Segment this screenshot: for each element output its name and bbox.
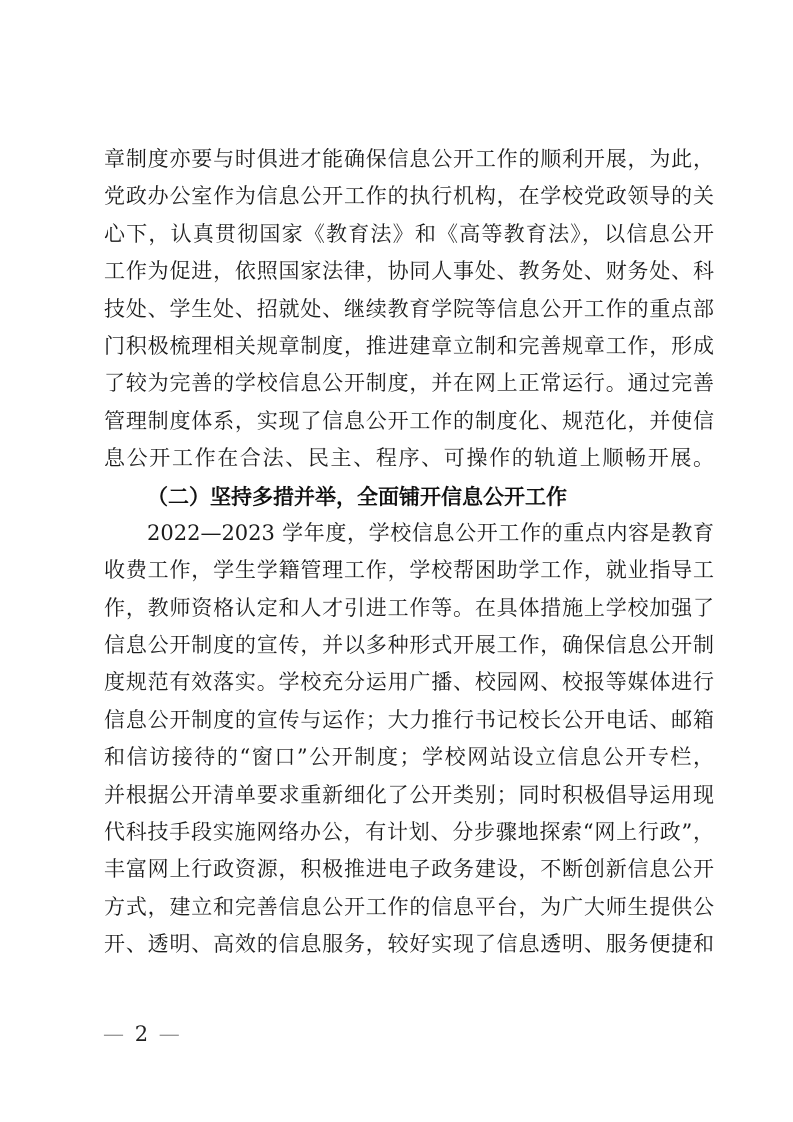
paragraph2-line-11: 方式，建立和完善信息公开工作的信息平台，为广大师生提供公 bbox=[104, 894, 714, 919]
footer-dash-left: — bbox=[103, 1022, 124, 1046]
paragraph1-line-9: 息公开工作在合法、民主、程序、可操作的轨道上顺畅开展。 bbox=[104, 446, 714, 471]
paragraph2-line-1: 2022—2023 学年度，学校信息公开工作的重点内容是教育 bbox=[147, 520, 714, 545]
paragraph1-line-7: 了较为完善的学校信息公开制度，并在网上正常运行。通过完善 bbox=[104, 371, 714, 396]
paragraph2-line-12: 开、透明、高效的信息服务，较好实现了信息透明、服务便捷和 bbox=[104, 932, 714, 957]
paragraph1-line-5: 技处、学生处、招就处、继续教育学院等信息公开工作的重点部 bbox=[104, 296, 714, 321]
paragraph1-line-2: 党政办公室作为信息公开工作的执行机构，在学校党政领导的关 bbox=[104, 184, 714, 209]
paragraph2-line-5: 度规范有效落实。学校充分运用广播、校园网、校报等媒体进行 bbox=[104, 670, 714, 695]
paragraph2-line-9: 代科技手段实施网络办公，有计划、分步骤地探索“网上行政”， bbox=[104, 820, 714, 845]
paragraph1-line-3: 心下，认真贯彻国家《教育法》和《高等教育法》，以信息公开 bbox=[104, 221, 714, 246]
paragraph2-line-8: 并根据公开清单要求重新细化了公开类别；同时积极倡导运用现 bbox=[104, 782, 714, 807]
page-number: 2 bbox=[134, 1022, 149, 1046]
document-body bbox=[104, 141, 714, 964]
paragraph1-line-1: 章制度亦要与时俱进才能确保信息公开工作的顺利开展，为此， bbox=[104, 147, 714, 171]
paragraph2-line-6: 信息公开制度的宣传与运作；大力推行书记校长公开电话、邮箱 bbox=[104, 707, 714, 732]
paragraph2-line-2: 收费工作，学生学籍管理工作，学校帮困助学工作，就业指导工 bbox=[104, 558, 714, 583]
paragraph2-line-10: 丰富网上行政资源，积极推进电子政务建设，不断创新信息公开 bbox=[104, 857, 714, 882]
paragraph2-line-7: 和信访接待的“窗口”公开制度；学校网站设立信息公开专栏， bbox=[104, 745, 714, 770]
paragraph1-line-4: 工作为促进，依照国家法律，协同人事处、教务处、财务处、科 bbox=[104, 259, 714, 284]
section-heading: （二）坚持多措并举，全面铺开信息公开工作 bbox=[147, 483, 567, 509]
paragraph2-line-4: 信息公开制度的宣传，并以多种形式开展工作，确保信息公开制 bbox=[104, 633, 714, 658]
paragraph2-line-3: 作，教师资格认定和人才引进工作等。在具体措施上学校加强了 bbox=[104, 595, 714, 620]
footer-dash-right: — bbox=[158, 1022, 180, 1046]
paragraph1-line-6: 门积极梳理相关规章制度，推进建章立制和完善规章工作，形成 bbox=[104, 333, 714, 358]
paragraph1-line-8: 管理制度体系，实现了信息公开工作的制度化、规范化，并使信 bbox=[104, 408, 714, 433]
page-footer bbox=[103, 1022, 180, 1046]
